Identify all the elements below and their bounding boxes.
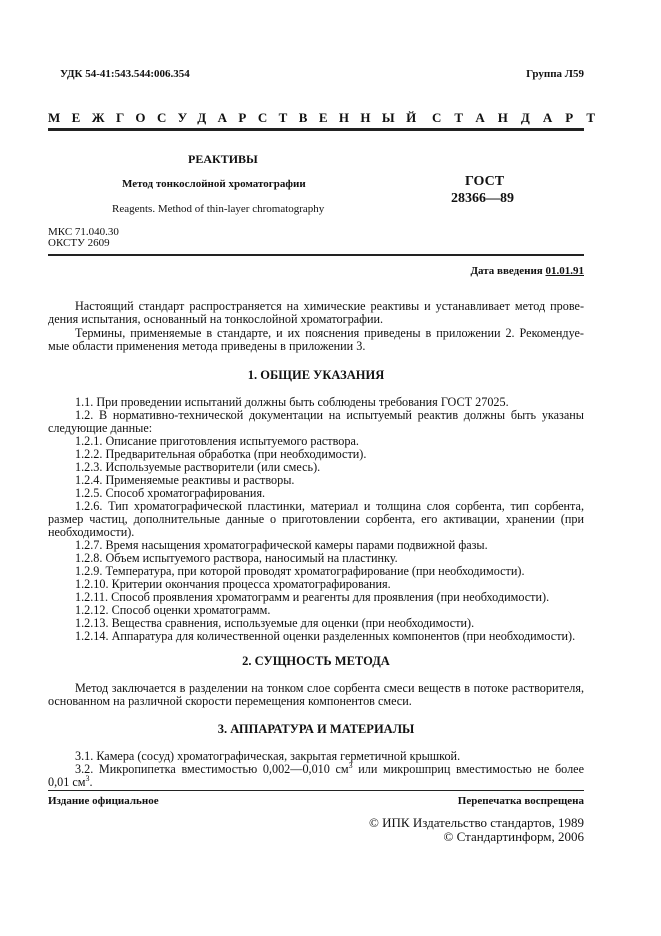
date-value: 01.01.91 (545, 265, 584, 277)
clause-1-2-7: 1.2.7. Время насыщения хроматографической камеры парами подвижной фазы. (75, 538, 488, 552)
clause-1-2-3: 1.2.3. Используемые растворители (или смесь). (75, 460, 321, 474)
section-2-heading: 2. СУЩНОСТЬ МЕТОДА (242, 654, 390, 668)
okstu-code: ОКСТУ 2609 (48, 237, 110, 249)
intro-date (470, 265, 584, 277)
clause-1-2-1: 1.2.1. Описание приготовления испытуемого раствора. (75, 434, 359, 448)
section-3-heading: 3. АППАРАТУРА И МАТЕРИАЛЫ (217, 722, 415, 736)
clause-3-2-part-a: 3.2. Микропипетка вместимостью 0,002—0,010 см (75, 762, 349, 776)
superscript-3: 3 (348, 760, 353, 770)
intro-paragraph-1: Настоящий стандарт распространяется на химические реактивы и устанавливает метод прове-дения испытания, основанный на тонкослойной хроматографии. (48, 299, 584, 326)
clause-1-2-5: 1.2.5. Способ хроматографирования. (75, 486, 266, 500)
official-edition: Издание официальное (48, 795, 159, 807)
intro-paragraph-2: Термины, применяемые в стандарте, и их пояснения приведены в приложении 2. Рекомендуе-мые области применения метода приведены в приложении 3. (48, 326, 584, 353)
clause-1-2-4: 1.2.4. Применяемые реактивы и растворы. (75, 473, 295, 487)
clause-1-2-6: 1.2.6. Тип хроматографической пластинки, материал и толщина слоя сорбента, тип сорбента, размер частиц, дополнительные данные о приготовлении сорбента, его активации, хранении (при необходимости). (48, 499, 584, 539)
mks-code: МКС 71.040.30 (48, 226, 119, 238)
date-label: Дата введения (470, 265, 543, 277)
clause-1-2-13: 1.2.13. Вещества сравнения, используемые для оценки (при необходимости). (75, 616, 475, 630)
banner-right: СТАНДАРТ (432, 110, 609, 125)
gost-number: 28366—89 (451, 191, 514, 206)
title-rule (48, 254, 584, 256)
banner-left: МЕЖГОСУДАРСТВЕННЫЙ (48, 110, 428, 125)
reprint-notice: Перепечатка воспрещена (457, 795, 584, 807)
section-1-heading: 1. ОБЩИЕ УКАЗАНИЯ (247, 368, 385, 382)
clause-3-2-part-b: или микрошприц вместимостью не более 0,01 см (48, 762, 585, 789)
footer-rule (48, 790, 584, 791)
clause-1-2: 1.2. В нормативно-технической документации на испытуемый реактив должны быть указаны следующие данные: (48, 408, 584, 435)
title-subtitle: Метод тонкослойной хроматографии (122, 178, 306, 190)
clause-3-1: 3.1. Камера (сосуд) хроматографическая, закрытая герметичной крышкой. (75, 749, 461, 763)
clause-1-2-12: 1.2.12. Способ оценки хроматограмм. (75, 603, 271, 617)
title-main: РЕАКТИВЫ (188, 152, 258, 166)
clause-1-2-10: 1.2.10. Критерии окончания процесса хроматографирования. (75, 577, 391, 591)
clause-1-2-8: 1.2.8. Объем испытуемого раствора, наносимый на пластинку. (75, 551, 398, 565)
clause-1-2-9: 1.2.9. Температура, при которой проводят хроматографирование (при необходимости). (75, 564, 525, 578)
copyright-line-1: © ИПК Издательство стандартов, 1989 (369, 815, 584, 830)
clause-3-2-part-c: . (89, 775, 93, 789)
gost-label: ГОСТ (465, 174, 505, 189)
clause-3-2 (48, 760, 585, 789)
copyright-line-2: © Стандартинформ, 2006 (443, 829, 584, 844)
clause-1-2-14: 1.2.14. Аппаратура для количественной оценки разделенных компонентов (при необходимости). (75, 629, 576, 643)
clause-1-1: 1.1. При проведении испытаний должны быть соблюдены требования ГОСТ 27025. (75, 395, 509, 409)
title-english: Reagents. Method of thin-layer chromatography (112, 203, 325, 215)
udk-code: УДК 54-41:543.544:006.354 (60, 68, 190, 80)
group-code: Группа Л59 (526, 68, 584, 80)
clause-1-2-2: 1.2.2. Предварительная обработка (при необходимости). (75, 447, 367, 461)
section-2-paragraph: Метод заключается в разделении на тонком слое сорбента смеси веществ в потоке растворителя, основанном на различной скорости перемещения компонентов смеси. (48, 681, 584, 708)
clause-1-2-11: 1.2.11. Способ проявления хроматограмм и реагенты для проявления (при необходимости). (75, 590, 550, 604)
banner-rule (48, 128, 584, 131)
superscript-3-b: 3 (85, 773, 90, 783)
